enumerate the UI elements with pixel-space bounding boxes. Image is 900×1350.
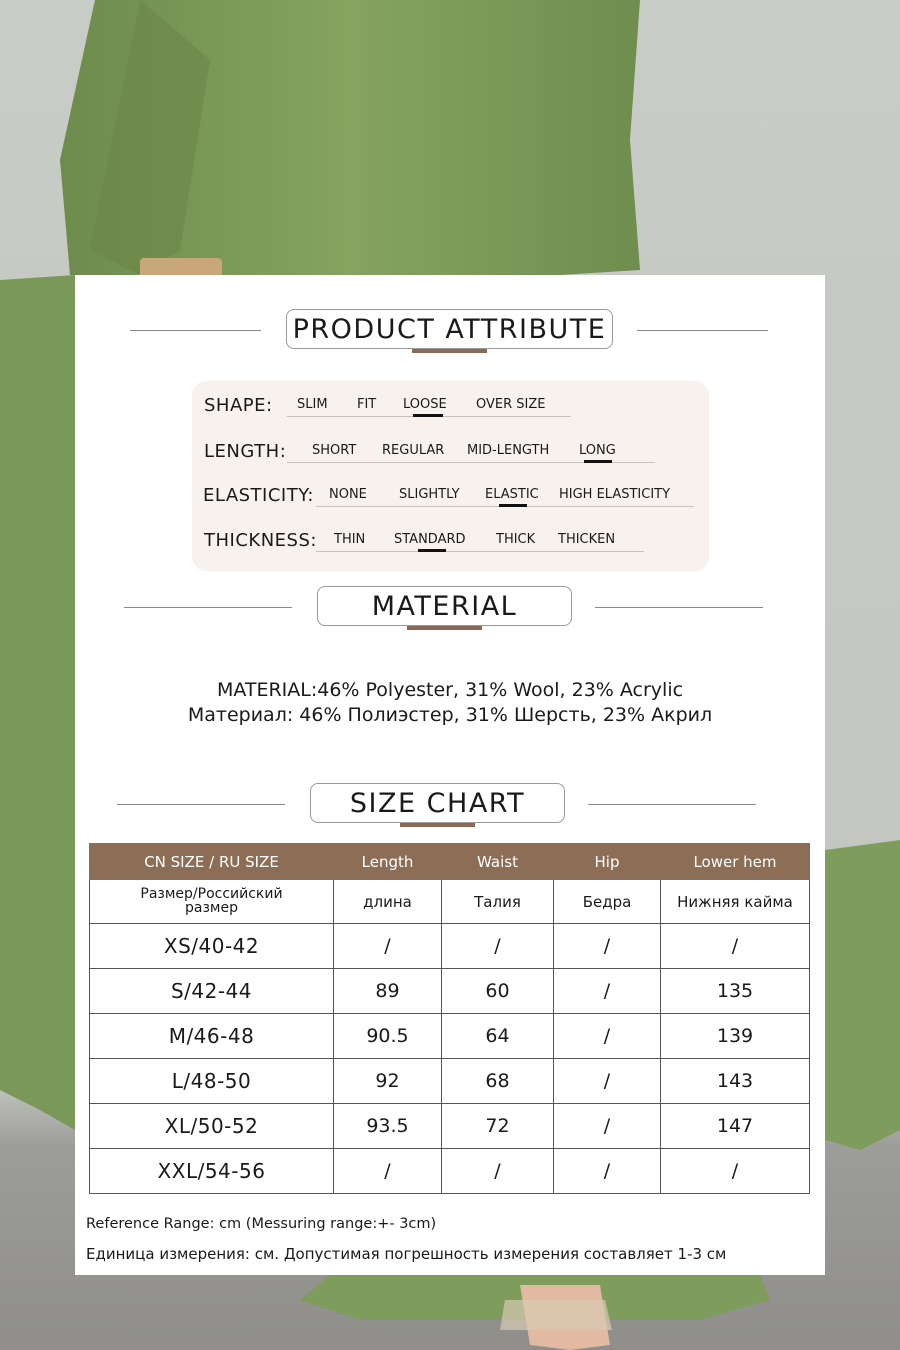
table-cell: L/48-50 xyxy=(90,1059,334,1104)
attr-option-selected: LONG xyxy=(579,443,616,458)
attr-option-selected: STANDARD xyxy=(394,532,466,547)
product-attribute-title: PRODUCT ATTRIBUTE xyxy=(286,309,613,349)
table-cell: / xyxy=(554,1059,661,1104)
header-cn-size: CN SIZE / RU SIZE xyxy=(90,844,334,880)
selected-marker xyxy=(584,460,612,463)
table-row xyxy=(90,1104,810,1149)
attr-label-shape: SHAPE: xyxy=(204,395,273,416)
attr-option: THIN xyxy=(334,532,366,547)
attr-option: SHORT xyxy=(312,443,357,458)
subheader-hip: Бедра xyxy=(554,880,661,924)
table-cell: / xyxy=(442,924,554,969)
table-row xyxy=(90,1149,810,1194)
title-accent xyxy=(400,823,475,827)
attr-option: MID-LENGTH xyxy=(467,443,550,458)
table-cell: / xyxy=(334,1149,442,1194)
header-rule-right xyxy=(588,804,756,805)
header-rule-right xyxy=(595,607,763,608)
attr-option: HIGH ELASTICITY xyxy=(559,487,671,502)
header-length: Length xyxy=(334,844,442,880)
table-cell: 89 xyxy=(334,969,442,1014)
attr-label-length: LENGTH: xyxy=(204,441,287,462)
attr-rule xyxy=(316,551,644,552)
attr-option: FIT xyxy=(357,397,377,412)
title-accent xyxy=(412,349,487,353)
header-waist: Waist xyxy=(442,844,554,880)
attribute-panel xyxy=(192,381,709,571)
table-cell: 60 xyxy=(442,969,554,1014)
subheader-lower-hem: Нижняя кайма xyxy=(661,880,810,924)
selected-marker xyxy=(413,414,443,417)
table-cell: 72 xyxy=(442,1104,554,1149)
table-cell: / xyxy=(554,1104,661,1149)
table-cell: S/42-44 xyxy=(90,969,334,1014)
material-title: MATERIAL xyxy=(317,586,572,626)
table-subheader-row xyxy=(90,880,810,924)
table-cell: / xyxy=(554,1149,661,1194)
attr-option: REGULAR xyxy=(382,443,445,458)
table-cell: / xyxy=(334,924,442,969)
selected-marker xyxy=(418,549,446,552)
size-chart-table xyxy=(89,843,810,1194)
reference-note-ru: Единица измерения: см. Допустимая погрешность измерения составляет 1-3 см xyxy=(86,1245,727,1263)
attr-option: THICK xyxy=(496,532,536,547)
material-text-en: MATERIAL:46% Polyester, 31% Wool, 23% Acrylic xyxy=(216,679,684,701)
table-cell: 143 xyxy=(661,1059,810,1104)
selected-marker xyxy=(499,504,527,507)
attr-option: THICKEN xyxy=(558,532,616,547)
attr-option-selected: ELASTIC xyxy=(485,487,539,502)
attr-option-selected: LOOSE xyxy=(403,397,447,412)
table-cell: / xyxy=(554,969,661,1014)
size-chart-header xyxy=(75,783,825,827)
header-rule-left xyxy=(130,330,261,331)
header-hip: Hip xyxy=(554,844,661,880)
attr-label-elasticity: ELASTICITY: xyxy=(203,485,314,506)
attr-option: SLIM xyxy=(297,397,328,412)
table-cell: M/46-48 xyxy=(90,1014,334,1059)
table-cell: 90.5 xyxy=(334,1014,442,1059)
header-rule-left xyxy=(117,804,285,805)
table-cell: XS/40-42 xyxy=(90,924,334,969)
material-header xyxy=(75,586,825,630)
size-chart-title: SIZE CHART xyxy=(310,783,565,823)
attr-option: SLIGHTLY xyxy=(399,487,460,502)
title-accent xyxy=(407,626,482,630)
table-row xyxy=(90,924,810,969)
table-row xyxy=(90,969,810,1014)
header-rule-right xyxy=(637,330,768,331)
table-cell: 92 xyxy=(334,1059,442,1104)
table-cell: XL/50-52 xyxy=(90,1104,334,1149)
subheader-length: длина xyxy=(334,880,442,924)
table-row xyxy=(90,1014,810,1059)
table-cell: / xyxy=(661,1149,810,1194)
product-attribute-header xyxy=(75,309,825,353)
table-cell: 68 xyxy=(442,1059,554,1104)
attr-option: NONE xyxy=(329,487,367,502)
table-cell: 64 xyxy=(442,1014,554,1059)
info-card xyxy=(75,275,825,1275)
subheader-size xyxy=(90,880,334,924)
material-text-ru: Материал: 46% Полиэстер, 31% Шерсть, 23% Акрил xyxy=(187,704,713,726)
table-cell: / xyxy=(554,1014,661,1059)
table-cell: XXL/54-56 xyxy=(90,1149,334,1194)
table-cell: 139 xyxy=(661,1014,810,1059)
attr-option: OVER SIZE xyxy=(476,397,546,412)
table-row xyxy=(90,1059,810,1104)
reference-note-en: Reference Range: cm (Messuring range:+- 3cm) xyxy=(86,1216,437,1232)
table-cell: / xyxy=(661,924,810,969)
table-cell: / xyxy=(554,924,661,969)
table-cell: 147 xyxy=(661,1104,810,1149)
attr-label-thickness: THICKNESS: xyxy=(204,530,317,551)
table-cell: 135 xyxy=(661,969,810,1014)
subheader-size-text: Размер/Российский размер xyxy=(140,886,283,916)
header-lower-hem: Lower hem xyxy=(661,844,810,880)
table-header-row xyxy=(90,844,810,880)
header-rule-left xyxy=(124,607,292,608)
subheader-waist: Талия xyxy=(442,880,554,924)
table-cell: / xyxy=(442,1149,554,1194)
table-cell: 93.5 xyxy=(334,1104,442,1149)
